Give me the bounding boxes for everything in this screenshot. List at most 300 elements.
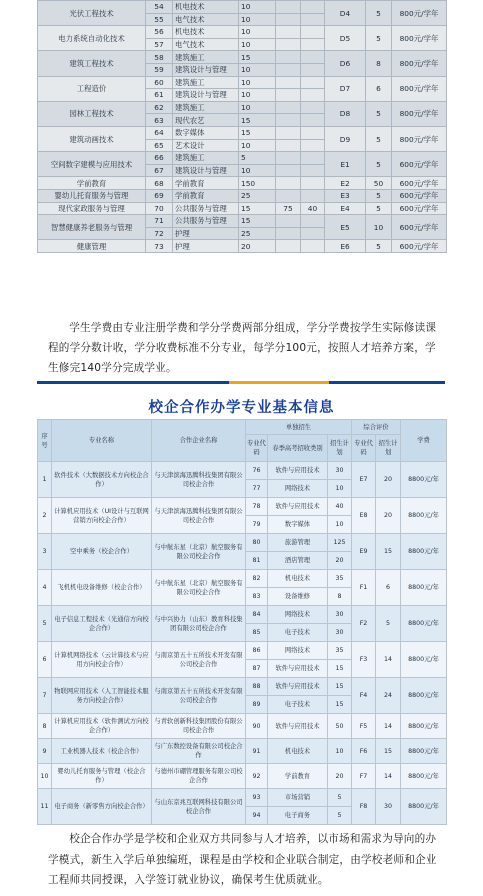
header-major: 专业名称 (52, 420, 152, 462)
subject-no: 67 (146, 164, 173, 177)
header-sub-plan: 招生计划 (328, 435, 352, 462)
subject-no: 62 (146, 101, 173, 114)
row-seq: 9 (38, 739, 52, 764)
major-name: 飞机机电设备维修（校企合作） (52, 570, 152, 606)
major-name: 建筑工程技术 (38, 51, 146, 76)
comp-plan: 6 (376, 570, 401, 606)
subject-no: 60 (146, 76, 173, 89)
subject-no: 69 (146, 189, 173, 202)
major-code: 92 (246, 764, 268, 789)
enroll-count: 25 (239, 227, 276, 240)
exam-category: 设备维修 (268, 588, 328, 606)
major-code: 91 (246, 739, 268, 764)
plan-count: 5 (366, 202, 392, 215)
row-seq: 5 (38, 606, 52, 642)
extra-col (301, 152, 325, 165)
subject-name: 建筑施工 (173, 152, 239, 165)
extra-col (301, 139, 325, 152)
row-seq: 2 (38, 498, 52, 534)
comp-code: E9 (352, 534, 376, 570)
tuition-fee: 600元/学年 (392, 189, 447, 202)
plan-count: 10 (328, 516, 352, 534)
plan-count: 15 (328, 660, 352, 678)
enroll-count: 10 (239, 101, 276, 114)
subject-name: 数字媒体 (173, 126, 239, 139)
plan-count: 5 (328, 789, 352, 807)
exam-category: 市场营销 (268, 789, 328, 807)
header-comp-plan: 招生计划 (376, 435, 401, 462)
exam-category: 电子技术 (268, 696, 328, 714)
subject-no: 54 (146, 1, 173, 14)
comp-code: E7 (352, 462, 376, 498)
extra-col (301, 227, 325, 240)
exam-category: 软件与应用技术 (268, 678, 328, 696)
exam-category: 电子技术 (268, 624, 328, 642)
major-code: E1 (325, 152, 366, 177)
header-sub-major: 春季高考招收类别 (268, 435, 328, 462)
subject-name: 护理 (173, 227, 239, 240)
enroll-count: 10 (239, 1, 276, 14)
subject-name: 建筑设计与管理 (173, 164, 239, 177)
major-code: E4 (325, 202, 366, 215)
major-code: E5 (325, 215, 366, 240)
exam-category: 电子商务 (268, 807, 328, 825)
extra-col (301, 114, 325, 127)
major-code: 94 (246, 807, 268, 825)
subject-no: 55 (146, 13, 173, 26)
table-row (38, 101, 447, 114)
header-seq: 序号 (38, 420, 52, 462)
enroll-count: 10 (239, 164, 276, 177)
major-code: E3 (325, 189, 366, 202)
plan-count: 5 (328, 807, 352, 825)
subject-no: 72 (146, 227, 173, 240)
tuition-fee: 800元/学年 (392, 26, 447, 51)
subject-no: 73 (146, 240, 173, 253)
table-row (38, 764, 447, 789)
plan-count: 8 (328, 588, 352, 606)
major-code: 76 (246, 462, 268, 480)
major-code: D6 (325, 51, 366, 76)
row-seq: 4 (38, 570, 52, 606)
major-code: D7 (325, 76, 366, 101)
major-name: 计算机应用技术（软件测试方向校企合作） (52, 714, 152, 739)
major-name: 软件技术（大数据技术方向校企合作） (52, 462, 152, 498)
tuition-fee: 8800元/年 (401, 642, 447, 678)
table-row (38, 678, 447, 696)
enroll-count: 10 (239, 13, 276, 26)
enroll-count: 15 (239, 114, 276, 127)
major-name: 健康管理 (38, 240, 146, 253)
subject-name: 建筑施工 (173, 76, 239, 89)
exam-category: 学前教育 (268, 764, 328, 789)
table-row (38, 570, 447, 588)
major-code: 93 (246, 789, 268, 807)
plan-count: 50 (366, 177, 392, 190)
exam-category: 软件与应用技术 (268, 462, 328, 480)
comp-plan: 14 (376, 642, 401, 678)
extra-col (301, 26, 325, 39)
major-code: 83 (246, 588, 268, 606)
major-code: D4 (325, 1, 366, 26)
partner-name: 与广东数控设备有限公司校企合作 (152, 739, 246, 764)
tuition-fee: 8800元/年 (401, 678, 447, 714)
table-row (38, 240, 447, 253)
extra-col (301, 101, 325, 114)
tuition-fee: 600元/学年 (392, 202, 447, 215)
table-row (38, 714, 447, 739)
subject-no: 57 (146, 38, 173, 51)
tuition-fee: 800元/学年 (392, 1, 447, 26)
major-name: 工业机器人技术（校企合作） (52, 739, 152, 764)
extra-col (276, 1, 301, 14)
tuition-fee: 800元/学年 (392, 76, 447, 101)
comp-code: F8 (352, 789, 376, 825)
row-seq: 7 (38, 678, 52, 714)
subject-name: 艺术设计 (173, 139, 239, 152)
tuition-fee: 8800元/年 (401, 498, 447, 534)
tuition-fee: 600元/学年 (392, 215, 447, 240)
exam-category: 酒店管理 (268, 552, 328, 570)
tuition-fee: 8800元/年 (401, 570, 447, 606)
enroll-count: 10 (239, 89, 276, 102)
extra-col (276, 126, 301, 139)
divider-bar (37, 381, 229, 384)
subject-name: 建筑施工 (173, 51, 239, 64)
plan-count: 125 (328, 534, 352, 552)
table-row (38, 76, 447, 89)
exam-category: 机电技术 (268, 570, 328, 588)
major-name: 物联网应用技术（人工智能技术服务方向校企合作） (52, 678, 152, 714)
extra-col (301, 240, 325, 253)
plan-count: 30 (328, 624, 352, 642)
major-code: E2 (325, 177, 366, 190)
enroll-count: 10 (239, 38, 276, 51)
table-row (38, 498, 447, 516)
partner-name: 与中航东星（北京）航空服务有限公司校企合作 (152, 534, 246, 570)
subject-no: 65 (146, 139, 173, 152)
comp-plan: 5 (376, 606, 401, 642)
partner-name: 与天津滨海迅腾科技集团有限公司校企合作 (152, 498, 246, 534)
subject-no: 70 (146, 202, 173, 215)
major-code: D8 (325, 101, 366, 126)
extra-col (301, 76, 325, 89)
subject-name: 公共服务与管理 (173, 215, 239, 228)
major-code: D9 (325, 126, 366, 151)
comp-plan: 14 (376, 764, 401, 789)
plan-count: 30 (328, 606, 352, 624)
subject-name: 建筑设计与管理 (173, 89, 239, 102)
exam-category: 软件与应用技术 (268, 498, 328, 516)
major-name: 电子商务（新零售方向校企合作） (52, 789, 152, 825)
subject-name: 机电技术 (173, 26, 239, 39)
extra-col (301, 63, 325, 76)
major-code: 85 (246, 624, 268, 642)
header-comp: 综合评价 (352, 420, 401, 435)
enroll-count: 10 (239, 26, 276, 39)
extra-col (301, 51, 325, 64)
table-row (38, 152, 447, 165)
cooperation-table (37, 419, 447, 825)
subject-no: 66 (146, 152, 173, 165)
enroll-count: 15 (239, 51, 276, 64)
plan-count: 30 (328, 462, 352, 480)
header-partner: 合作企业名称 (152, 420, 246, 462)
plan-count: 5 (366, 126, 392, 151)
enroll-count: 10 (239, 139, 276, 152)
table-row (38, 534, 447, 552)
major-code: 87 (246, 660, 268, 678)
comp-code: F3 (352, 642, 376, 678)
partner-name: 与中航东星（北京）航空服务有限公司校企合作 (152, 570, 246, 606)
major-name: 智慧健康养老服务与管理 (38, 215, 146, 240)
subject-no: 64 (146, 126, 173, 139)
partner-name: 与南京第五十五所技术开发有限公司校企合作 (152, 642, 246, 678)
extra-col (301, 164, 325, 177)
table-row (38, 126, 447, 139)
tuition-fee: 8800元/年 (401, 714, 447, 739)
extra-col (276, 177, 301, 190)
comp-code: F4 (352, 678, 376, 714)
plan-count: 50 (328, 714, 352, 739)
comp-code: F6 (352, 739, 376, 764)
extra-col (276, 139, 301, 152)
extra-col (301, 13, 325, 26)
extra-col (276, 189, 301, 202)
major-name: 学前教育 (38, 177, 146, 190)
plan-count: 35 (328, 642, 352, 660)
plan-count: 5 (366, 101, 392, 126)
major-code: 80 (246, 534, 268, 552)
enroll-count: 20 (239, 240, 276, 253)
comp-plan: 20 (376, 498, 401, 534)
row-seq: 10 (38, 764, 52, 789)
enroll-count: 10 (239, 63, 276, 76)
tuition-fee: 600元/学年 (392, 240, 447, 253)
exam-category: 网络技术 (268, 480, 328, 498)
major-name: 婴幼儿托育服务与管理（校企合作） (52, 764, 152, 789)
extra-col (276, 240, 301, 253)
plan-count: 6 (366, 76, 392, 101)
tuition-fee: 600元/学年 (392, 177, 447, 190)
major-code: D5 (325, 26, 366, 51)
exam-category: 网络技术 (268, 642, 328, 660)
subject-name: 现代农艺 (173, 114, 239, 127)
plan-count: 20 (328, 552, 352, 570)
plan-count: 5 (366, 1, 392, 26)
table-row (38, 215, 447, 228)
table-row (38, 51, 447, 64)
row-seq: 3 (38, 534, 52, 570)
subject-no: 68 (146, 177, 173, 190)
tuition-fee: 800元/学年 (392, 51, 447, 76)
major-name: 空中乘务（校企合作） (52, 534, 152, 570)
extra-col (301, 89, 325, 102)
plan-count: 15 (328, 696, 352, 714)
major-code: 86 (246, 642, 268, 660)
header-fee: 学费 (401, 420, 447, 462)
extra-col (301, 1, 325, 14)
partner-name: 与天津滨海迅腾科技集团有限公司校企合作 (152, 462, 246, 498)
major-code: 90 (246, 714, 268, 739)
major-name: 现代家政服务与管理 (38, 202, 146, 215)
extra-col (301, 189, 325, 202)
major-name: 婴幼儿托育服务与管理 (38, 189, 146, 202)
tuition-fee: 800元/学年 (392, 101, 447, 126)
extra-col: 40 (301, 202, 325, 215)
major-code: E6 (325, 240, 366, 253)
table-row (38, 606, 447, 624)
partner-name: 与山东京兆互联网科技有限公司校企合作 (152, 789, 246, 825)
enroll-count: 25 (239, 189, 276, 202)
exam-category: 软件与应用技术 (268, 714, 328, 739)
section-heading: 校企合作办学专业基本信息 (148, 400, 335, 416)
exam-category: 旅游管理 (268, 534, 328, 552)
table-row (38, 189, 447, 202)
comp-plan: 14 (376, 714, 401, 739)
table-row (38, 202, 447, 215)
tuition-fee: 8800元/年 (401, 462, 447, 498)
row-seq: 11 (38, 789, 52, 825)
extra-col (276, 215, 301, 228)
major-code: 81 (246, 552, 268, 570)
subject-name: 护理 (173, 240, 239, 253)
major-code: 82 (246, 570, 268, 588)
exam-category: 网络技术 (268, 606, 328, 624)
major-code: 88 (246, 678, 268, 696)
plan-count: 15 (328, 678, 352, 696)
major-name: 电力系统自动化技术 (38, 26, 146, 51)
subject-no: 56 (146, 26, 173, 39)
comp-plan: 30 (376, 789, 401, 825)
plan-count: 5 (366, 152, 392, 177)
subject-no: 71 (146, 215, 173, 228)
extra-col (276, 38, 301, 51)
extra-col (301, 126, 325, 139)
table-row (38, 177, 447, 190)
plan-count: 10 (366, 215, 392, 240)
extra-col (276, 76, 301, 89)
plan-count: 10 (328, 739, 352, 764)
major-name: 光伏工程技术 (38, 1, 146, 26)
row-seq: 1 (38, 462, 52, 498)
subject-no: 63 (146, 114, 173, 127)
major-code: 78 (246, 498, 268, 516)
row-seq: 8 (38, 714, 52, 739)
plan-count: 10 (328, 480, 352, 498)
exam-category: 机电技术 (268, 739, 328, 764)
major-name: 园林工程技术 (38, 101, 146, 126)
major-name: 电子信息工程技术（光通信方向校企合作） (52, 606, 152, 642)
extra-col (276, 26, 301, 39)
extra-col (276, 63, 301, 76)
extra-col (301, 177, 325, 190)
subject-name: 学前教育 (173, 189, 239, 202)
subject-name: 电气技术 (173, 38, 239, 51)
partner-name: 与青软创新科技集团股份有限公司校企合作 (152, 714, 246, 739)
subject-name: 学前教育 (173, 177, 239, 190)
comp-plan: 15 (376, 739, 401, 764)
plan-count: 5 (366, 240, 392, 253)
plan-count: 20 (328, 764, 352, 789)
plan-count: 40 (328, 498, 352, 516)
partner-name: 与中兴协力（山东）教育科技集团有限公司校企合作 (152, 606, 246, 642)
extra-col (276, 164, 301, 177)
cooperation-paragraph: 校企合作办学是学校和企业双方共同参与人才培养，以市场和需求为导向的办学模式，新生入学后单独编班，课程是由学校和企业联合制定，由学校老师和企业工程师共同授课，入学签订就业协议，确保考生优质就业。 (48, 833, 437, 886)
comp-code: F7 (352, 764, 376, 789)
enroll-count: 15 (239, 202, 276, 215)
table-row (38, 1, 447, 14)
major-name: 计算机网络技术（云计算技术与应用方向校企合作） (52, 642, 152, 678)
tuition-fee: 800元/学年 (392, 126, 447, 151)
major-name: 空间数字建模与应用技术 (38, 152, 146, 177)
major-code: 77 (246, 480, 268, 498)
plan-count: 35 (328, 570, 352, 588)
subject-name: 公共服务与管理 (173, 202, 239, 215)
plan-count: 5 (366, 26, 392, 51)
tuition-fee: 600元/学年 (392, 152, 447, 177)
subject-no: 58 (146, 51, 173, 64)
extra-col (276, 89, 301, 102)
subject-no: 59 (146, 63, 173, 76)
exam-category: 数字媒体 (268, 516, 328, 534)
extra-col (276, 114, 301, 127)
row-seq: 6 (38, 642, 52, 678)
subject-name: 建筑施工 (173, 101, 239, 114)
tuition-fee: 8800元/年 (401, 789, 447, 825)
table-row (38, 26, 447, 39)
partner-name: 与南京第五十五所技术开发有限公司校企合作 (152, 678, 246, 714)
major-name: 工程造价 (38, 76, 146, 101)
table-row (38, 739, 447, 764)
extra-col (276, 227, 301, 240)
extra-col: 75 (276, 202, 301, 215)
tuition-fee: 8800元/年 (401, 606, 447, 642)
subject-name: 电气技术 (173, 13, 239, 26)
comp-plan: 15 (376, 534, 401, 570)
comp-plan: 24 (376, 678, 401, 714)
enroll-count: 15 (239, 126, 276, 139)
tuition-paragraph: 学生学费由专业注册学费和学分学费两部分组成，学分学费按学生实际修读课程的学分数计收，学分收费标准不分专业，每学分100元，按照人才培养方案，学生修完140学分完成学业。 (48, 322, 437, 374)
header-single: 单独招生 (246, 420, 352, 435)
header-sub-code: 专业代码 (246, 435, 268, 462)
major-code: 79 (246, 516, 268, 534)
major-code: 89 (246, 696, 268, 714)
exam-category: 软件与应用技术 (268, 660, 328, 678)
comp-plan: 20 (376, 462, 401, 498)
enroll-count: 5 (239, 152, 276, 165)
table-row (38, 789, 447, 807)
major-code: 84 (246, 606, 268, 624)
divider-accent (229, 381, 329, 384)
tuition-table (37, 0, 447, 253)
header-comp-code: 专业代码 (352, 435, 376, 462)
plan-count: 5 (366, 189, 392, 202)
tuition-fee: 8800元/年 (401, 739, 447, 764)
comp-code: F2 (352, 606, 376, 642)
comp-code: E8 (352, 498, 376, 534)
table-row (38, 462, 447, 480)
extra-col (301, 215, 325, 228)
extra-col (276, 51, 301, 64)
subject-no: 61 (146, 89, 173, 102)
comp-code: F5 (352, 714, 376, 739)
plan-count: 8 (366, 51, 392, 76)
extra-col (276, 152, 301, 165)
extra-col (301, 38, 325, 51)
subject-name: 建筑设计与管理 (173, 63, 239, 76)
enroll-count: 15 (239, 215, 276, 228)
